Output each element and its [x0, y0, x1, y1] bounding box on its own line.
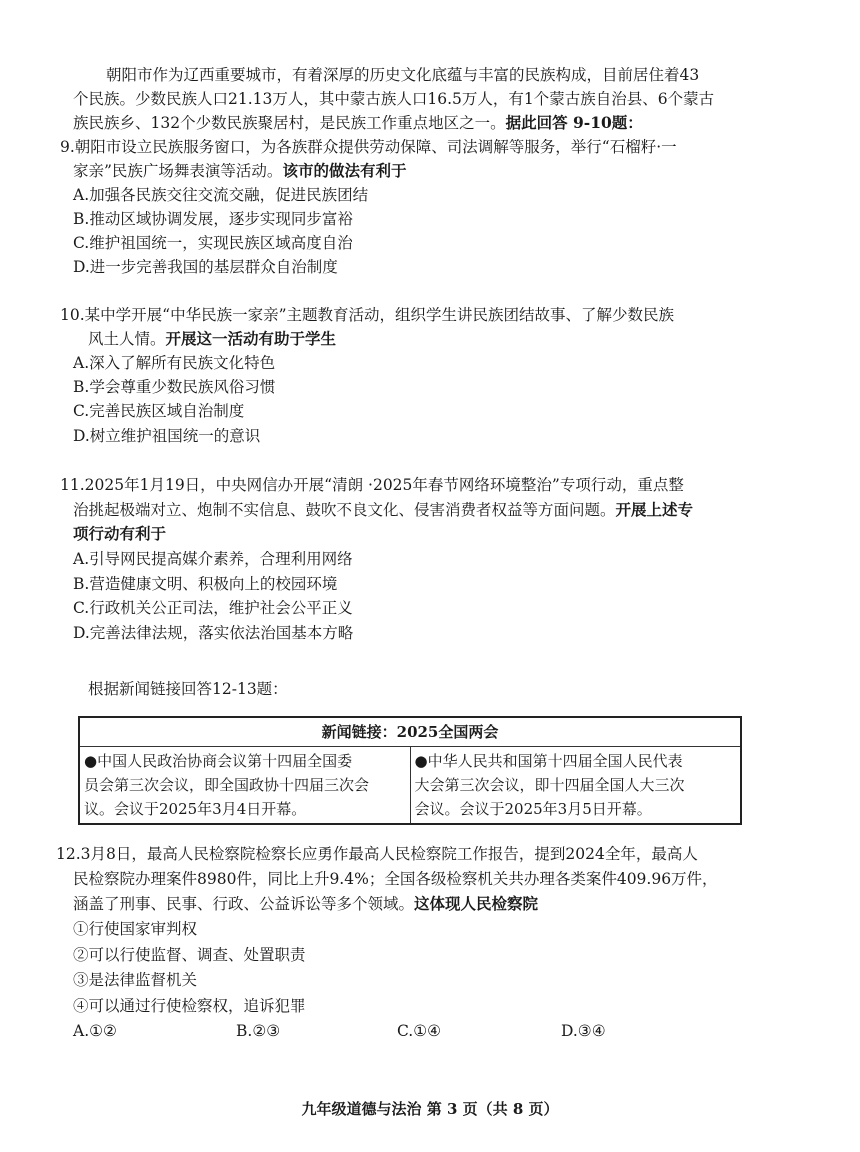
question-10-option-b: B.学会尊重少数民族风俗习惯: [73, 378, 276, 396]
news-npc-cell: [410, 747, 741, 825]
question-12-stem-cont: 民检察院办理案件8980件，同比上升9.4%；全国各级检察机关共办理各类案件409.96万件，: [73, 870, 718, 888]
question-11-stem-cont: 治挑起极端对立、炮制不实信息、鼓吹不良文化、侵害消费者权益等方面问题。开展上述专: [73, 500, 694, 519]
question-11-option-c: C.行政机关公正司法，维护社会公平正义: [73, 599, 353, 617]
question-12-statement-4: ④可以通过行使检察权，追诉犯罪: [73, 997, 306, 1015]
question-11-option-d: D.完善法律法规，落实依法治国基本方略: [73, 624, 354, 642]
news-table-header: 新闻链接：2025全国两会: [79, 717, 741, 747]
news-link-table: [78, 716, 742, 825]
news-cppcc-cell: [79, 747, 410, 825]
question-10-stem-cont: 风土人情。开展这一活动有助于学生: [88, 329, 337, 348]
question-9-stem: 9.朝阳市设立民族服务窗口，为各族群众提供劳动保障、司法调解等服务，举行“石榴籽·一: [60, 138, 677, 156]
question-12-choice-d: D.③④: [561, 1022, 606, 1040]
question-9-option-b: B.推动区域协调发展，逐步实现同步富裕: [73, 210, 353, 228]
news-cppcc-line-1: ●中国人民政治协商会议第十四届全国委: [84, 752, 353, 770]
question-9-option-a: A.加强各民族交往交流交融，促进民族团结: [73, 186, 369, 204]
question-11-option-a: A.引导网民提高媒介素养，合理利用网络: [73, 550, 353, 568]
news-npc-line-3: 会议。会议于2025年3月5日开幕。: [414, 800, 652, 818]
intro-instruction: 据此回答 9-10题：: [505, 113, 643, 132]
news-cppcc-line-2: 员会第三次会议，即全国政协十四届三次会: [84, 776, 370, 794]
news-intro: 根据新闻链接回答12-13题：: [88, 680, 288, 698]
news-cppcc-line-3: 议。会议于2025年3月4日开幕。: [84, 800, 307, 818]
intro-line-1: 朝阳市作为辽西重要城市，有着深厚的历史文化底蕴与丰富的民族构成，目前居住着43: [106, 66, 700, 84]
question-12-choice-b: B.②③: [236, 1022, 281, 1040]
question-12-stem-end: 涵盖了刑事、民事、行政、公益诉讼等多个领域。这体现人民检察院: [73, 894, 539, 913]
question-10-option-a: A.深入了解所有民族文化特色: [73, 354, 276, 372]
news-npc-line-1: ●中华人民共和国第十四届全国人民代表: [414, 752, 683, 770]
news-npc-line-2: 大会第三次会议，即十四届全国人大三次: [414, 776, 685, 794]
page-footer: 九年级道德与法治 第 3 页（共 8 页）: [301, 1100, 559, 1118]
question-12-statement-2: ②可以行使监督、调查、处置职责: [73, 946, 306, 964]
question-11-option-b: B.营造健康文明、积极向上的校园环境: [73, 575, 338, 593]
question-10-option-c: C.完善民族区域自治制度: [73, 402, 245, 420]
intro-line-3: 族民族乡、132个少数民族聚居村，是民族工作重点地区之一。据此回答 9-10题：: [73, 113, 643, 132]
question-12-statement-3: ③是法律监督机关: [73, 971, 198, 989]
question-10-stem: 10.某中学开展“中华民族一家亲”主题教育活动，组织学生讲民族团结故事、了解少数民族: [60, 306, 675, 324]
question-10-option-d: D.树立维护祖国统一的意识: [73, 427, 261, 445]
question-12-stem: 12.3月8日，最高人民检察院检察长应勇作最高人民检察院工作报告，提到2024全年，最高人: [56, 845, 698, 863]
question-12-choice-c: C.①④: [397, 1022, 442, 1040]
question-12-statement-1: ①行使国家审判权: [73, 920, 198, 938]
question-11-stem-end: 项行动有利于: [73, 524, 167, 543]
question-11-stem: 11.2025年1月19日，中央网信办开展“清朗 ·2025年春节网络环境整治”专项行动，重点整: [60, 476, 684, 494]
question-12-choice-a: A.①②: [73, 1022, 117, 1040]
intro-line-2: 个民族。少数民族人口21.13万人，其中蒙古族人口16.5万人，有1个蒙古族自治县、6个蒙古: [73, 90, 715, 108]
question-9-option-d: D.进一步完善我国的基层群众自治制度: [73, 258, 338, 276]
question-9-option-c: C.维护祖国统一，实现民族区域高度自治: [73, 234, 353, 252]
question-9-stem-cont: 家亲”民族广场舞表演等活动。该市的做法有利于: [73, 161, 407, 180]
